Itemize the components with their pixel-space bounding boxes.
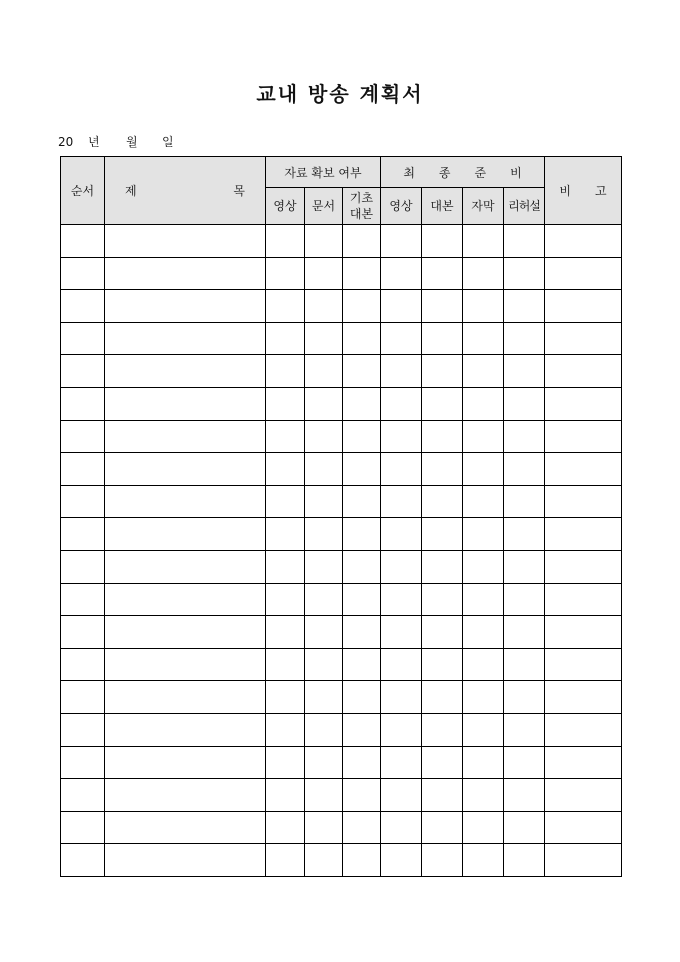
cell-final-script[interactable] [422, 485, 463, 518]
cell-order[interactable] [61, 518, 105, 551]
cell-materials-base-script[interactable] [343, 453, 381, 486]
cell-remarks[interactable] [545, 844, 622, 877]
cell-final-script[interactable] [422, 779, 463, 812]
cell-final-video[interactable] [381, 355, 422, 388]
cell-final-subtitle[interactable] [463, 811, 504, 844]
cell-final-video[interactable] [381, 387, 422, 420]
cell-final-video[interactable] [381, 811, 422, 844]
cell-subject[interactable] [105, 453, 266, 486]
cell-materials-document[interactable] [305, 713, 343, 746]
cell-materials-base-script[interactable] [343, 290, 381, 323]
cell-materials-video[interactable] [266, 681, 305, 714]
cell-remarks[interactable] [545, 779, 622, 812]
cell-final-subtitle[interactable] [463, 844, 504, 877]
cell-remarks[interactable] [545, 257, 622, 290]
table-row [61, 225, 622, 258]
cell-final-rehearsal[interactable] [504, 583, 545, 616]
cell-final-script[interactable] [422, 844, 463, 877]
cell-final-video[interactable] [381, 420, 422, 453]
cell-final-rehearsal[interactable] [504, 746, 545, 779]
cell-materials-document[interactable] [305, 322, 343, 355]
header-materials-video: 영상 [266, 188, 305, 225]
cell-order[interactable] [61, 290, 105, 323]
cell-final-rehearsal[interactable] [504, 420, 545, 453]
cell-order[interactable] [61, 746, 105, 779]
cell-subject[interactable] [105, 811, 266, 844]
cell-subject[interactable] [105, 648, 266, 681]
cell-remarks[interactable] [545, 387, 622, 420]
cell-subject[interactable] [105, 420, 266, 453]
date-year-prefix: 20 [58, 135, 74, 149]
cell-remarks[interactable] [545, 811, 622, 844]
cell-final-script[interactable] [422, 290, 463, 323]
cell-order[interactable] [61, 779, 105, 812]
table-row [61, 844, 622, 877]
cell-final-rehearsal[interactable] [504, 225, 545, 258]
cell-remarks[interactable] [545, 355, 622, 388]
cell-materials-base-script[interactable] [343, 225, 381, 258]
cell-final-video[interactable] [381, 746, 422, 779]
cell-order[interactable] [61, 322, 105, 355]
cell-materials-document[interactable] [305, 257, 343, 290]
cell-materials-document[interactable] [305, 550, 343, 583]
cell-final-script[interactable] [422, 322, 463, 355]
cell-final-subtitle[interactable] [463, 746, 504, 779]
cell-remarks[interactable] [545, 485, 622, 518]
cell-final-video[interactable] [381, 550, 422, 583]
cell-final-script[interactable] [422, 746, 463, 779]
cell-final-subtitle[interactable] [463, 257, 504, 290]
cell-subject[interactable] [105, 355, 266, 388]
cell-order[interactable] [61, 844, 105, 877]
cell-materials-document[interactable] [305, 355, 343, 388]
cell-order[interactable] [61, 257, 105, 290]
cell-materials-document[interactable] [305, 648, 343, 681]
page-title: 교내 방송 계획서 [256, 82, 424, 106]
cell-subject[interactable] [105, 844, 266, 877]
cell-order[interactable] [61, 616, 105, 649]
cell-materials-document[interactable] [305, 583, 343, 616]
cell-final-rehearsal[interactable] [504, 844, 545, 877]
cell-remarks[interactable] [545, 322, 622, 355]
cell-materials-base-script[interactable] [343, 648, 381, 681]
cell-final-script[interactable] [422, 583, 463, 616]
cell-subject[interactable] [105, 550, 266, 583]
header-final-subtitle: 자막 [463, 188, 504, 225]
table-row [61, 355, 622, 388]
header-materials-document: 문서 [305, 188, 343, 225]
table-row [61, 616, 622, 649]
cell-final-subtitle[interactable] [463, 290, 504, 323]
cell-materials-document[interactable] [305, 453, 343, 486]
table-row [61, 713, 622, 746]
cell-materials-document[interactable] [305, 518, 343, 551]
cell-final-script[interactable] [422, 518, 463, 551]
cell-materials-document[interactable] [305, 746, 343, 779]
cell-order[interactable] [61, 648, 105, 681]
cell-materials-base-script[interactable] [343, 257, 381, 290]
header-materials: 자료 확보 여부 [266, 157, 381, 188]
cell-remarks[interactable] [545, 616, 622, 649]
cell-subject[interactable] [105, 485, 266, 518]
cell-materials-base-script[interactable] [343, 420, 381, 453]
cell-materials-document[interactable] [305, 225, 343, 258]
header-remarks: 비 고 [545, 157, 622, 225]
cell-final-subtitle[interactable] [463, 387, 504, 420]
date-year-label: 년 [88, 135, 100, 149]
cell-materials-base-script[interactable] [343, 518, 381, 551]
cell-materials-base-script[interactable] [343, 844, 381, 877]
cell-subject[interactable] [105, 225, 266, 258]
header-final-prep: 최 종 준 비 [381, 157, 545, 188]
cell-materials-video[interactable] [266, 550, 305, 583]
cell-materials-video[interactable] [266, 322, 305, 355]
cell-materials-video[interactable] [266, 518, 305, 551]
cell-subject[interactable] [105, 322, 266, 355]
cell-final-rehearsal[interactable] [504, 648, 545, 681]
cell-final-rehearsal[interactable] [504, 387, 545, 420]
table-row [61, 453, 622, 486]
cell-subject[interactable] [105, 387, 266, 420]
cell-subject[interactable] [105, 681, 266, 714]
header-subject-left: 제 [125, 184, 137, 198]
cell-final-subtitle[interactable] [463, 713, 504, 746]
cell-order[interactable] [61, 583, 105, 616]
cell-materials-base-script[interactable] [343, 713, 381, 746]
cell-final-script[interactable] [422, 648, 463, 681]
cell-final-rehearsal[interactable] [504, 355, 545, 388]
cell-final-subtitle[interactable] [463, 648, 504, 681]
cell-final-rehearsal[interactable] [504, 290, 545, 323]
date-line [58, 133, 174, 150]
cell-final-video[interactable] [381, 583, 422, 616]
cell-final-rehearsal[interactable] [504, 322, 545, 355]
table-row [61, 257, 622, 290]
cell-materials-video[interactable] [266, 257, 305, 290]
cell-materials-video[interactable] [266, 225, 305, 258]
cell-final-script[interactable] [422, 420, 463, 453]
cell-remarks[interactable] [545, 420, 622, 453]
cell-materials-base-script[interactable] [343, 322, 381, 355]
cell-materials-base-script[interactable] [343, 485, 381, 518]
cell-subject[interactable] [105, 616, 266, 649]
cell-subject[interactable] [105, 583, 266, 616]
cell-final-video[interactable] [381, 453, 422, 486]
cell-subject[interactable] [105, 746, 266, 779]
cell-remarks[interactable] [545, 648, 622, 681]
cell-order[interactable] [61, 387, 105, 420]
cell-materials-base-script[interactable] [343, 616, 381, 649]
cell-materials-video[interactable] [266, 420, 305, 453]
cell-final-video[interactable] [381, 844, 422, 877]
cell-final-script[interactable] [422, 713, 463, 746]
cell-materials-video[interactable] [266, 811, 305, 844]
cell-final-subtitle[interactable] [463, 322, 504, 355]
table-row [61, 290, 622, 323]
cell-materials-base-script[interactable] [343, 811, 381, 844]
table-row [61, 681, 622, 714]
cell-materials-video[interactable] [266, 844, 305, 877]
cell-order[interactable] [61, 225, 105, 258]
cell-final-rehearsal[interactable] [504, 550, 545, 583]
cell-final-rehearsal[interactable] [504, 616, 545, 649]
table-row [61, 811, 622, 844]
table-row [61, 583, 622, 616]
table-row [61, 648, 622, 681]
cell-final-subtitle[interactable] [463, 616, 504, 649]
cell-final-rehearsal[interactable] [504, 453, 545, 486]
cell-order[interactable] [61, 681, 105, 714]
cell-subject[interactable] [105, 518, 266, 551]
cell-materials-video[interactable] [266, 648, 305, 681]
cell-final-subtitle[interactable] [463, 518, 504, 551]
table-row [61, 746, 622, 779]
cell-final-rehearsal[interactable] [504, 485, 545, 518]
broadcast-plan-table [60, 156, 622, 877]
cell-final-subtitle[interactable] [463, 779, 504, 812]
cell-materials-base-script[interactable] [343, 681, 381, 714]
date-day-label: 일 [162, 135, 174, 149]
cell-materials-video[interactable] [266, 355, 305, 388]
cell-materials-video[interactable] [266, 583, 305, 616]
cell-final-script[interactable] [422, 616, 463, 649]
table-row [61, 779, 622, 812]
cell-materials-video[interactable] [266, 453, 305, 486]
cell-remarks[interactable] [545, 453, 622, 486]
cell-final-subtitle[interactable] [463, 485, 504, 518]
cell-remarks[interactable] [545, 583, 622, 616]
header-subject-right: 목 [233, 184, 245, 198]
cell-materials-video[interactable] [266, 779, 305, 812]
cell-final-rehearsal[interactable] [504, 257, 545, 290]
cell-materials-base-script[interactable] [343, 550, 381, 583]
cell-order[interactable] [61, 355, 105, 388]
cell-final-rehearsal[interactable] [504, 681, 545, 714]
cell-final-subtitle[interactable] [463, 453, 504, 486]
cell-materials-document[interactable] [305, 779, 343, 812]
cell-materials-video[interactable] [266, 616, 305, 649]
header-order: 순서 [61, 157, 105, 225]
cell-final-video[interactable] [381, 616, 422, 649]
cell-order[interactable] [61, 811, 105, 844]
cell-remarks[interactable] [545, 225, 622, 258]
cell-materials-video[interactable] [266, 713, 305, 746]
cell-final-script[interactable] [422, 453, 463, 486]
header-final-video: 영상 [381, 188, 422, 225]
cell-order[interactable] [61, 713, 105, 746]
plan-body [61, 225, 622, 877]
cell-materials-base-script[interactable] [343, 746, 381, 779]
cell-final-video[interactable] [381, 290, 422, 323]
cell-remarks[interactable] [545, 746, 622, 779]
cell-remarks[interactable] [545, 290, 622, 323]
cell-final-script[interactable] [422, 811, 463, 844]
header-materials-base-script: 기초 대본 [343, 188, 381, 225]
cell-final-video[interactable] [381, 257, 422, 290]
cell-remarks[interactable] [545, 518, 622, 551]
header-final-script: 대본 [422, 188, 463, 225]
table-row [61, 420, 622, 453]
cell-final-rehearsal[interactable] [504, 713, 545, 746]
cell-materials-document[interactable] [305, 811, 343, 844]
cell-remarks[interactable] [545, 713, 622, 746]
cell-order[interactable] [61, 485, 105, 518]
cell-materials-document[interactable] [305, 387, 343, 420]
cell-subject[interactable] [105, 257, 266, 290]
cell-materials-base-script[interactable] [343, 387, 381, 420]
cell-order[interactable] [61, 550, 105, 583]
cell-final-video[interactable] [381, 225, 422, 258]
cell-final-video[interactable] [381, 322, 422, 355]
cell-final-video[interactable] [381, 485, 422, 518]
cell-final-video[interactable] [381, 681, 422, 714]
cell-order[interactable] [61, 453, 105, 486]
cell-final-subtitle[interactable] [463, 420, 504, 453]
cell-final-video[interactable] [381, 518, 422, 551]
cell-order[interactable] [61, 420, 105, 453]
table-row [61, 387, 622, 420]
cell-materials-video[interactable] [266, 290, 305, 323]
cell-final-video[interactable] [381, 713, 422, 746]
cell-final-subtitle[interactable] [463, 583, 504, 616]
cell-final-rehearsal[interactable] [504, 518, 545, 551]
cell-remarks[interactable] [545, 550, 622, 583]
cell-remarks[interactable] [545, 681, 622, 714]
cell-materials-document[interactable] [305, 485, 343, 518]
cell-final-script[interactable] [422, 225, 463, 258]
cell-subject[interactable] [105, 713, 266, 746]
date-month-label: 월 [126, 135, 138, 149]
cell-materials-document[interactable] [305, 681, 343, 714]
cell-materials-document[interactable] [305, 616, 343, 649]
cell-materials-base-script[interactable] [343, 355, 381, 388]
cell-final-subtitle[interactable] [463, 550, 504, 583]
table-row [61, 518, 622, 551]
cell-materials-video[interactable] [266, 746, 305, 779]
table-row [61, 550, 622, 583]
cell-final-rehearsal[interactable] [504, 779, 545, 812]
cell-final-video[interactable] [381, 779, 422, 812]
cell-subject[interactable] [105, 779, 266, 812]
cell-final-video[interactable] [381, 648, 422, 681]
cell-materials-document[interactable] [305, 420, 343, 453]
cell-materials-base-script[interactable] [343, 583, 381, 616]
header-final-rehearsal: 리허설 [504, 188, 545, 225]
cell-final-script[interactable] [422, 387, 463, 420]
cell-final-subtitle[interactable] [463, 681, 504, 714]
cell-materials-document[interactable] [305, 844, 343, 877]
cell-final-script[interactable] [422, 681, 463, 714]
cell-final-subtitle[interactable] [463, 355, 504, 388]
cell-final-script[interactable] [422, 257, 463, 290]
table-row [61, 485, 622, 518]
cell-final-subtitle[interactable] [463, 225, 504, 258]
cell-final-script[interactable] [422, 355, 463, 388]
cell-materials-document[interactable] [305, 290, 343, 323]
cell-materials-base-script[interactable] [343, 779, 381, 812]
cell-final-script[interactable] [422, 550, 463, 583]
table-row [61, 322, 622, 355]
cell-materials-video[interactable] [266, 387, 305, 420]
header-subject [105, 157, 266, 225]
cell-final-rehearsal[interactable] [504, 811, 545, 844]
cell-subject[interactable] [105, 290, 266, 323]
cell-materials-video[interactable] [266, 485, 305, 518]
